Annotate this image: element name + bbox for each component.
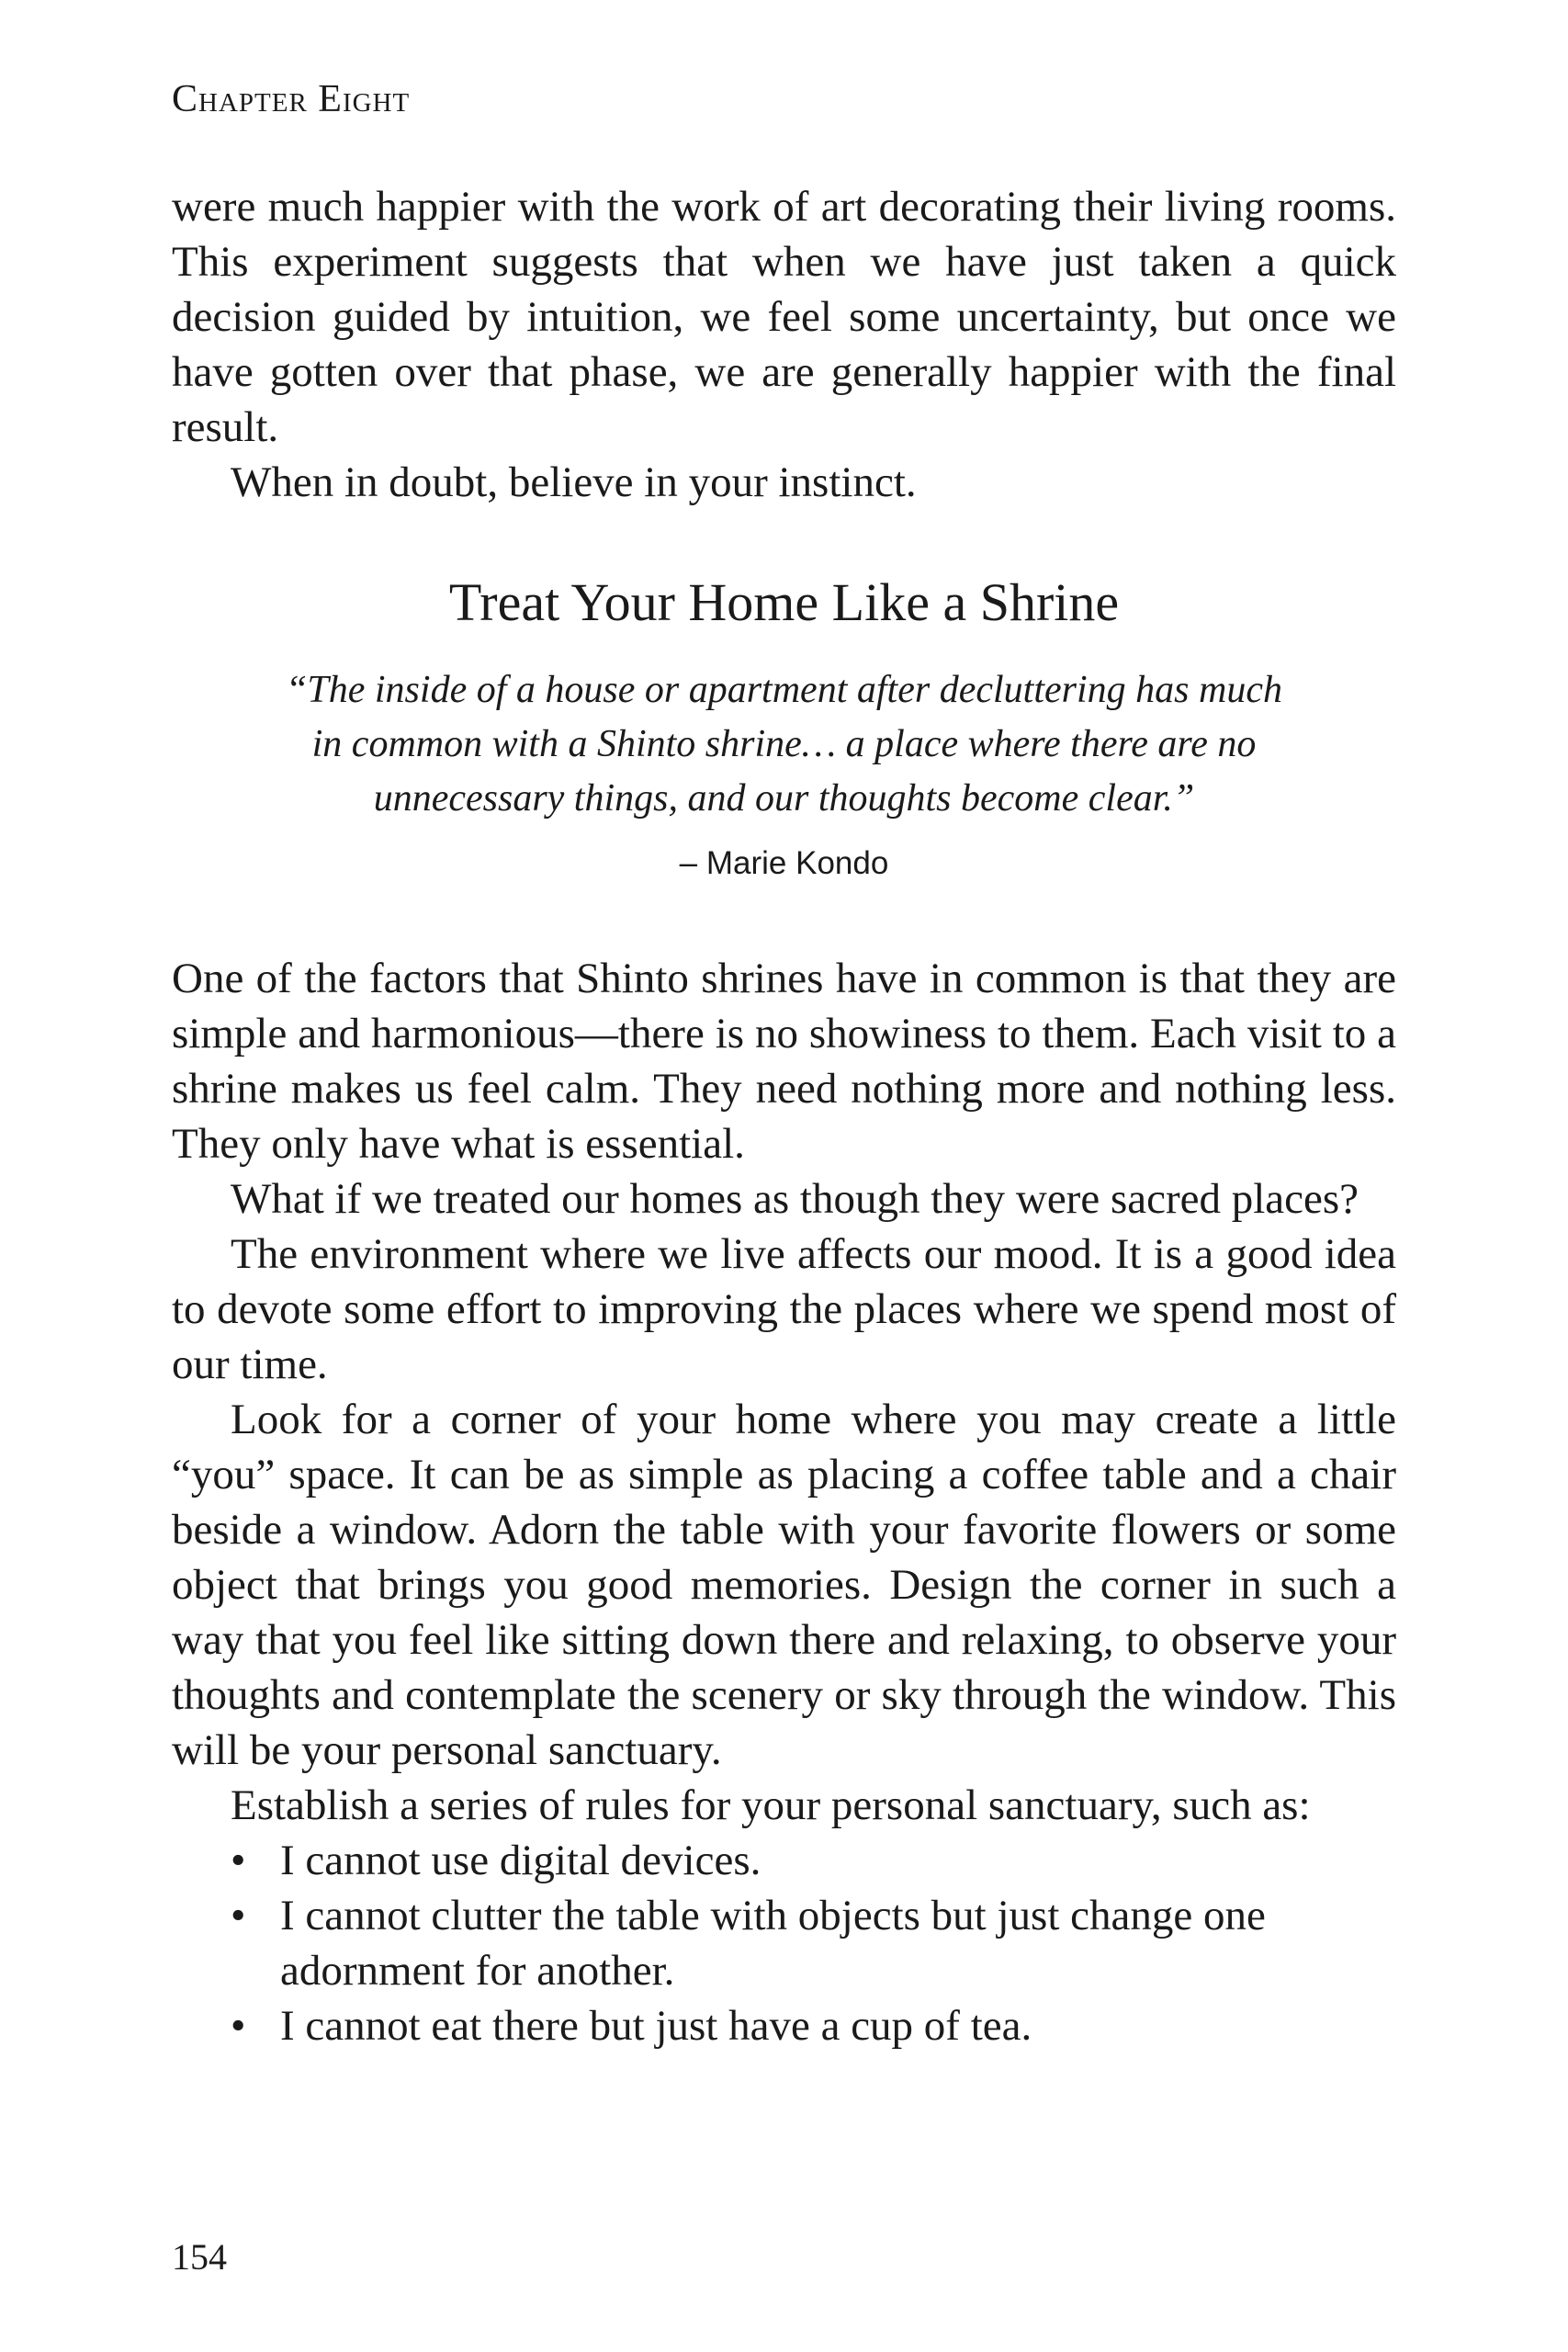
running-head: Chapter Eight — [172, 78, 411, 120]
paragraph: One of the factors that Shinto shrines have in common is that they are simple and harmonious—there is no showiness to them. Each visit to a shrine makes us feel calm. They need nothing more and nothing less. They only have what is essential. — [172, 955, 1396, 1168]
epigraph-line: in common with a Shinto shrine… a place where there are no — [311, 723, 1257, 765]
list-item — [172, 1888, 1396, 1998]
list-item — [172, 1833, 1396, 1888]
rules-list — [172, 1833, 1396, 2053]
paragraph: When in doubt, believe in your instinct. — [231, 458, 917, 506]
page-number: 154 — [172, 2236, 227, 2278]
bullet-icon: • — [231, 1837, 246, 1884]
intro-text — [172, 179, 1396, 510]
list-item-text: I cannot clutter the table with objects but just change one adornment for another. — [280, 1892, 1266, 1995]
epigraph-attribution: – Marie Kondo — [679, 845, 889, 881]
paragraph: Look for a corner of your home where you may create a little “you” space. It can be as simple as placing a coffee table and a chair beside a window. Adorn the table with your favorite flowers or some object that brings you good memories. Design the corner in such a way that you feel like sitting down there and relaxing, to observe your thoughts and contemplate the scenery or sky through the window. This will be your personal sanctuary. — [172, 1396, 1396, 1774]
paragraph: The environment where we live affects our mood. It is a good idea to devote some effort to improving the places where we spend most of our time. — [172, 1230, 1396, 1388]
list-item-text: I cannot use digital devices. — [280, 1837, 761, 1884]
paragraph: Establish a series of rules for your personal sanctuary, such as: — [231, 1781, 1311, 1829]
paragraph: What if we treated our homes as though they were sacred places? — [231, 1175, 1359, 1223]
list-item-text: I cannot eat there but just have a cup of tea. — [280, 2002, 1032, 2050]
epigraph-quote — [172, 663, 1396, 826]
paragraph: were much happier with the work of art decorating their living rooms. This experiment suggests that when we have just taken a quick decision guided by intuition, we feel some uncertainty, but once we have gotten over that phase, we are generally happier with the final result. — [172, 183, 1396, 451]
body-text — [172, 951, 1396, 2053]
bullet-icon: • — [231, 1892, 246, 1939]
epigraph-line: “The inside of a house or apartment after decluttering has much — [286, 669, 1282, 711]
list-item — [172, 1998, 1396, 2053]
bullet-icon: • — [231, 2002, 246, 2050]
epigraph-line: unnecessary things, and our thoughts become clear.” — [373, 777, 1195, 820]
section-heading: Treat Your Home Like a Shrine — [448, 572, 1120, 632]
